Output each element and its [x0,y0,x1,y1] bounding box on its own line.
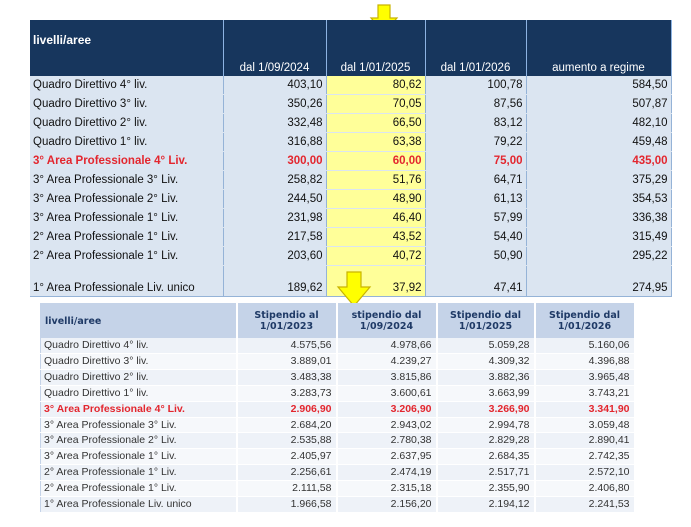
row-label: 3° Area Professionale 2° Liv. [41,433,237,449]
cell-value: 295,22 [526,247,671,266]
cell-value: 64,71 [425,171,526,190]
cell-value: 3.266,90 [437,401,535,417]
cell-value: 83,12 [425,114,526,133]
table-row [30,95,671,114]
table-header-row [41,304,635,339]
row-label: 2° Area Professionale 1° Liv. [41,481,237,497]
row-label: 3° Area Professionale 3° Liv. [41,417,237,433]
cell-value: 63,38 [326,133,425,152]
row-label: 3° Area Professionale 2° Liv. [30,190,223,209]
cell-value: 2.994,78 [437,417,535,433]
table-header-row [30,20,671,76]
cell-value: 2.355,90 [437,481,535,497]
cell-value: 66,50 [326,114,425,133]
table-row [30,190,671,209]
row-label: 1° Area Professionale Liv. unico [41,497,237,513]
col-header-2025: Stipendio dal 1/01/2025 [437,304,535,339]
table-row [30,114,671,133]
row-label: Quadro Direttivo 4° liv. [30,76,223,95]
cell-value: 4.309,32 [437,353,535,369]
cell-value: 4.978,66 [337,338,437,353]
cell-value: 50,90 [425,247,526,266]
col-header-2026: Stipendio dal 1/01/2026 [535,304,635,339]
cell-value: 2.194,12 [437,497,535,513]
cell-value: 375,29 [526,171,671,190]
cell-value: 2.742,35 [535,449,635,465]
cell-value: 2.474,19 [337,465,437,481]
table-row [30,247,671,266]
col-header-2025: dal 1/01/2025 [326,20,425,76]
cell-value: 3.341,90 [535,401,635,417]
cell-value: 2.780,38 [337,433,437,449]
table-row [41,338,635,353]
table-row [41,497,635,513]
cell-value: 203,60 [223,247,326,266]
cell-value: 3.815,86 [337,369,437,385]
row-label: 3° Area Professionale 1° Liv. [41,449,237,465]
cell-value: 61,13 [425,190,526,209]
cell-value: 3.889,01 [237,353,337,369]
cell-value: 336,38 [526,209,671,228]
cell-value: 507,87 [526,95,671,114]
table-row [41,353,635,369]
salary-table [40,303,636,513]
col-header-2026: dal 1/01/2026 [425,20,526,76]
cell-value: 57,99 [425,209,526,228]
col-header-total: aumento a regime [526,20,671,76]
arrow-down-icon [336,271,372,307]
cell-value: 2.111,58 [237,481,337,497]
salary-increase-table [30,20,672,297]
cell-value: 2.241,53 [535,497,635,513]
cell-value: 2.315,18 [337,481,437,497]
cell-value: 2.890,41 [535,433,635,449]
cell-value: 2.406,80 [535,481,635,497]
cell-value: 2.684,20 [237,417,337,433]
row-label: Quadro Direttivo 4° liv. [41,338,237,353]
cell-value: 2.156,20 [337,497,437,513]
cell-value: 5.059,28 [437,338,535,353]
cell-value: 3.600,61 [337,385,437,401]
cell-value: 2.405,97 [237,449,337,465]
row-label: 3° Area Professionale 3° Liv. [30,171,223,190]
cell-value: 350,26 [223,95,326,114]
cell-value: 3.663,99 [437,385,535,401]
table-row [41,449,635,465]
row-label: 2° Area Professionale 1° Liv. [41,465,237,481]
col-header-2023: Stipendio al 1/01/2023 [237,304,337,339]
table-row-highlighted [41,401,635,417]
cell-value: 46,40 [326,209,425,228]
cell-value: 3.743,21 [535,385,635,401]
row-label: 2° Area Professionale 1° Liv. [30,228,223,247]
cell-value: 403,10 [223,76,326,95]
cell-value: 2.572,10 [535,465,635,481]
cell-value: 80,62 [326,76,425,95]
cell-value: 482,10 [526,114,671,133]
cell-value: 274,95 [526,266,671,297]
cell-value: 54,40 [425,228,526,247]
col-header-2024: stipendio dal 1/09/2024 [337,304,437,339]
row-label: 3° Area Professionale 4° Liv. [30,152,223,171]
cell-value: 244,50 [223,190,326,209]
cell-value: 2.943,02 [337,417,437,433]
cell-value: 48,90 [326,190,425,209]
table-row-highlighted [30,152,671,171]
cell-value: 332,48 [223,114,326,133]
table-row [30,133,671,152]
cell-value: 3.882,36 [437,369,535,385]
cell-value: 60,00 [326,152,425,171]
cell-value: 100,78 [425,76,526,95]
table-row [41,481,635,497]
cell-value: 315,49 [526,228,671,247]
cell-value: 2.906,90 [237,401,337,417]
cell-value: 40,72 [326,247,425,266]
cell-value: 2.684,35 [437,449,535,465]
cell-value: 47,41 [425,266,526,297]
cell-value: 2.256,61 [237,465,337,481]
row-label: 2° Area Professionale 1° Liv. [30,247,223,266]
cell-value: 459,48 [526,133,671,152]
row-label: Quadro Direttivo 1° liv. [30,133,223,152]
table-row [30,171,671,190]
row-label: 3° Area Professionale 4° Liv. [41,401,237,417]
cell-value: 2.637,95 [337,449,437,465]
row-label: 3° Area Professionale 1° Liv. [30,209,223,228]
cell-value: 2.535,88 [237,433,337,449]
row-label: Quadro Direttivo 1° liv. [41,385,237,401]
table-row [30,228,671,247]
table-row [30,209,671,228]
cell-value: 300,00 [223,152,326,171]
cell-value: 3.206,90 [337,401,437,417]
row-label: Quadro Direttivo 3° liv. [41,353,237,369]
cell-value: 4.575,56 [237,338,337,353]
cell-value: 75,00 [425,152,526,171]
cell-value: 4.396,88 [535,353,635,369]
cell-value: 3.483,38 [237,369,337,385]
table-row [41,433,635,449]
cell-value: 584,50 [526,76,671,95]
cell-value: 3.965,48 [535,369,635,385]
cell-value: 51,76 [326,171,425,190]
table-row [41,465,635,481]
cell-value: 37,92 [326,266,425,297]
cell-value: 87,56 [425,95,526,114]
col-header-2024: dal 1/09/2024 [223,20,326,76]
cell-value: 231,98 [223,209,326,228]
row-label: Quadro Direttivo 2° liv. [41,369,237,385]
cell-value: 43,52 [326,228,425,247]
row-label: Quadro Direttivo 2° liv. [30,114,223,133]
table-row [30,76,671,95]
cell-value: 3.059,48 [535,417,635,433]
table-row [41,417,635,433]
cell-value: 2.517,71 [437,465,535,481]
cell-value: 2.829,28 [437,433,535,449]
cell-value: 3.283,73 [237,385,337,401]
cell-value: 354,53 [526,190,671,209]
cell-value: 70,05 [326,95,425,114]
cell-value: 435,00 [526,152,671,171]
cell-value: 217,58 [223,228,326,247]
cell-value: 1.966,58 [237,497,337,513]
cell-value: 79,22 [425,133,526,152]
row-label: 1° Area Professionale Liv. unico [30,266,223,297]
cell-value: 258,82 [223,171,326,190]
cell-value: 4.239,27 [337,353,437,369]
col-header-levels: livelli/aree [30,20,223,76]
row-label: Quadro Direttivo 3° liv. [30,95,223,114]
cell-value: 316,88 [223,133,326,152]
table-row [41,385,635,401]
col-header-levels: livelli/aree [41,304,237,339]
cell-value: 189,62 [223,266,326,297]
cell-value: 5.160,06 [535,338,635,353]
table-row [41,369,635,385]
